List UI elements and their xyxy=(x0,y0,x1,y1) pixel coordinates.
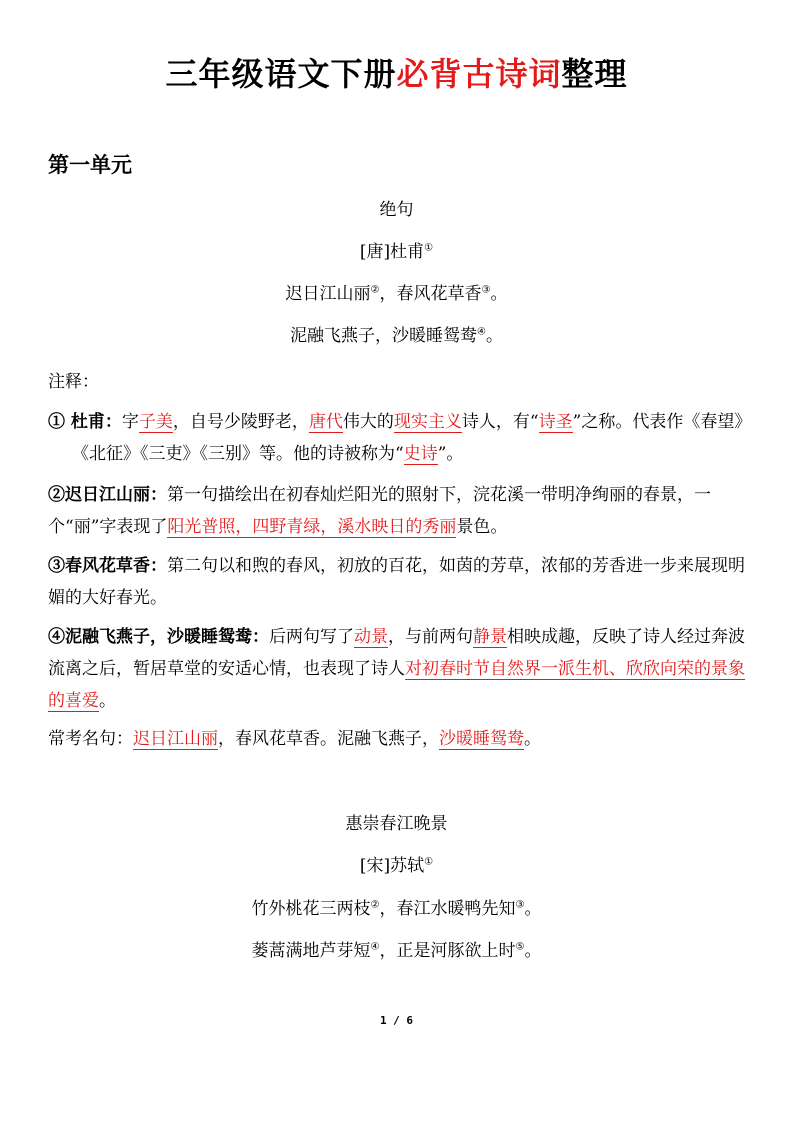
poem2-line2: 蒌蒿满地芦芽短④，正是河豚欲上时⑤。 xyxy=(251,941,542,961)
poem1-author: [唐]杜甫① xyxy=(359,242,434,262)
poem2-line1: 竹外桃花三两枝②，春江水暖鸭先知③。 xyxy=(251,899,542,919)
note-3: ③春风花草香：第二句以和煦的春风，初放的百花，如茵的芳草，浓郁的芳香进一步来展现明媚的大好春光。 xyxy=(48,556,745,608)
title-part-1: 三年级语文下册 xyxy=(165,55,397,93)
poem2-author: [宋]苏轼① xyxy=(359,856,434,876)
famous-lines: 常考名句：迟日江山丽，春风花草香。泥融飞燕子，沙暖睡鸳鸯。 xyxy=(48,729,541,749)
note-1: ① 杜甫：字子美，自号少陵野老，唐代伟大的现实主义诗人，有“诗圣”之称。代表作《春望》《北征》《三吏》《三别》等。他的诗被称为“史诗”。 xyxy=(48,412,752,464)
note-4: ④泥融飞燕子，沙暖睡鸳鸯：后两句写了动景，与前两句静景相映成趣，反映了诗人经过奔波流离之后，暂居草堂的安适心情，也表现了诗人对初春时节自然界一派生机、欣欣向荣的景象的喜爱。 xyxy=(48,627,745,711)
title-part-2-highlight: 必背古诗词 xyxy=(396,55,562,93)
poem1-line1: 迟日江山丽②，春风花草香③。 xyxy=(285,284,508,304)
note-2: ②迟日江山丽：第一句描绘出在初春灿烂阳光的照射下，浣花溪一带明净绚丽的春景，一个“丽”字表现了阳光普照，四野青绿，溪水映日的秀丽景色。 xyxy=(48,485,711,537)
title-part-3: 整理 xyxy=(561,55,628,93)
unit-heading: 第一单元 xyxy=(48,152,132,177)
notes-label: 注释： xyxy=(48,372,99,392)
page-title xyxy=(0,52,793,96)
poem2-title: 惠崇春江晚景 xyxy=(345,814,448,834)
poem1-line2: 泥融飞燕子，沙暖睡鸳鸯④。 xyxy=(290,326,503,346)
page-number: 1 / 6 xyxy=(379,1014,414,1027)
poem1-title: 绝句 xyxy=(379,200,414,220)
